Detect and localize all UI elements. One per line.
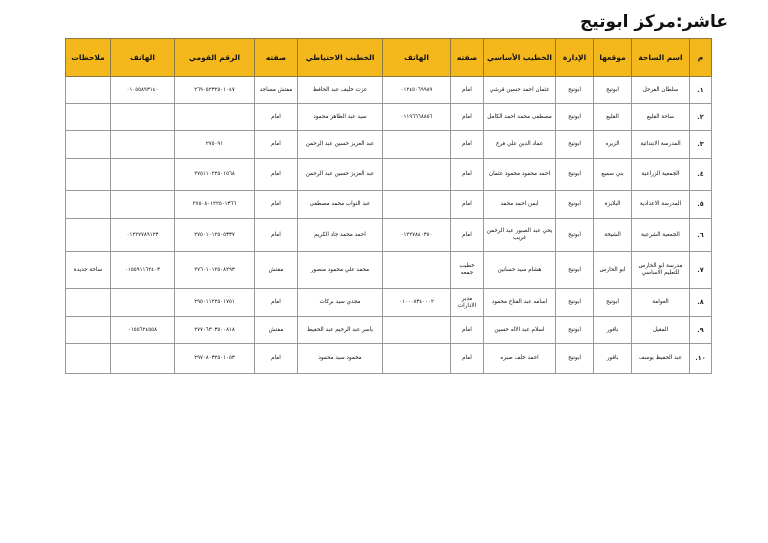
column-header-main-role: صفته [451, 39, 484, 77]
backup-phone-cell [111, 131, 175, 159]
location-cell: البلايزة [594, 191, 632, 219]
column-header-notes: ملاحظات [66, 39, 111, 77]
main-preacher-cell: مصطفى محمد احمد الكامل [484, 104, 556, 131]
venue-cell: مدرسة ابو الحارس للتعليم الاساسي [632, 252, 690, 289]
backup-role-cell: امام [255, 104, 298, 131]
main-phone-cell [383, 344, 451, 374]
backup-role-cell: مفتش [255, 317, 298, 344]
backup-preacher-cell: عزت خليف عبد الحافظ [298, 77, 383, 104]
main-phone-cell: ٠١٠٠٠٨٣٤٠٠٠٢ [383, 289, 451, 317]
row-index: ٤. [690, 159, 712, 191]
main-phone-cell [383, 252, 451, 289]
backup-role-cell: امام [255, 131, 298, 159]
column-header-main-phone: الهاتف [383, 39, 451, 77]
row-index: ٨. [690, 289, 712, 317]
backup-preacher-cell: عبد العزيز حسين عبد الرحمن [298, 131, 383, 159]
location-cell: ابوتيج [594, 289, 632, 317]
main-phone-cell [383, 317, 451, 344]
backup-preacher-cell: احمد محمد جاد الكريم [298, 219, 383, 252]
main-phone-cell: ٠١١٩٦٦٦٨٨٥٦ [383, 104, 451, 131]
page-title: عاشر:مركز ابوتيج [579, 12, 728, 32]
row-index: ١. [690, 77, 712, 104]
national-id-cell: ٢٧٥٠١٠١٢٥٠٥٣٣٧ [175, 219, 255, 252]
administration-cell: ابوتيج [556, 344, 594, 374]
backup-preacher-cell: سيد عبد الظاهر محمود [298, 104, 383, 131]
notes-cell: ساحة جديدة [66, 252, 111, 289]
backup-phone-cell [111, 104, 175, 131]
main-role-cell: امام [451, 191, 484, 219]
table-row [66, 104, 712, 131]
backup-role-cell: امام [255, 289, 298, 317]
column-header-national-id: الرقم القومي [175, 39, 255, 77]
backup-role-cell: امام [255, 191, 298, 219]
table-row [66, 317, 712, 344]
venue-cell: الجمعية الزراعية [632, 159, 690, 191]
backup-role-cell: مفتش مساجد [255, 77, 298, 104]
backup-preacher-cell: محمود سيد محمود [298, 344, 383, 374]
administration-cell: ابوتيج [556, 131, 594, 159]
main-phone-cell [383, 159, 451, 191]
venue-cell: المدرسة الابتدائية [632, 131, 690, 159]
table-header-row [66, 39, 712, 77]
national-id-cell: ٢٧٥١١٠٢٢٥٠١٥٦٨ [175, 159, 255, 191]
location-cell: باقور [594, 317, 632, 344]
main-preacher-cell: هشام سيد حسانين [484, 252, 556, 289]
location-cell: الشيخة [594, 219, 632, 252]
main-role-cell: امام [451, 317, 484, 344]
row-index: ٩. [690, 317, 712, 344]
backup-preacher-cell: ياسر عبد الرحيم عبد الحفيظ [298, 317, 383, 344]
column-header-venue: اسم الساحة [632, 39, 690, 77]
national-id-cell: ٢٩٥٠١١٢٢٥٠١٧٥١ [175, 289, 255, 317]
table-row [66, 289, 712, 317]
column-header-main-preacher: الخطيب الأساسي [484, 39, 556, 77]
venue-cell: سلطان الفرحل [632, 77, 690, 104]
location-cell: القليع [594, 104, 632, 131]
table-row [66, 191, 712, 219]
main-role-cell: خطيب جمعه [451, 252, 484, 289]
column-header-backup-preacher: الخطيب الاحتياطي [298, 39, 383, 77]
main-preacher-cell: احمد خلف صبره [484, 344, 556, 374]
notes-cell [66, 317, 111, 344]
notes-cell [66, 219, 111, 252]
table-row [66, 219, 712, 252]
location-cell: ابو الحارس [594, 252, 632, 289]
notes-cell [66, 289, 111, 317]
notes-cell [66, 104, 111, 131]
main-phone-cell: ٠١٢٢٧٨٤٠٣٨٠ [383, 219, 451, 252]
table-row [66, 131, 712, 159]
backup-phone-cell: ٠١٠٥٥٨٩٣١٤٠ [111, 77, 175, 104]
venue-cell: المدرسة الاعدادية [632, 191, 690, 219]
venue-cell: عبد الحفيظ يوسف [632, 344, 690, 374]
main-phone-cell [383, 131, 451, 159]
location-cell: بني سميع [594, 159, 632, 191]
mosque-schedule-table [65, 38, 712, 374]
administration-cell: ابوتيج [556, 289, 594, 317]
main-role-cell: امام [451, 131, 484, 159]
main-preacher-cell: ايمن احمد محمد [484, 191, 556, 219]
national-id-cell: ٢٧٧٠٦٣٠٣٥٠٠٨١٨ [175, 317, 255, 344]
column-header-administration: الإدارة [556, 39, 594, 77]
backup-phone-cell: ٠١٢٢٧٧٨٩١٢٣ [111, 219, 175, 252]
backup-phone-cell [111, 159, 175, 191]
backup-role-cell: مفتش [255, 252, 298, 289]
main-preacher-cell: يحي عبد الصبور عبد الرحمن غريب [484, 219, 556, 252]
main-phone-cell [383, 191, 451, 219]
location-cell: باقور [594, 344, 632, 374]
main-role-cell: امام [451, 77, 484, 104]
national-id-cell: ٢٧٦٠١٠١٢٥٠٨٢٩٣ [175, 252, 255, 289]
national-id-cell: ٢٦٩٠٥٢٣٢٥٠١٠٤٧ [175, 77, 255, 104]
main-role-cell: امام [451, 344, 484, 374]
backup-role-cell: امام [255, 159, 298, 191]
venue-cell: العوامة [632, 289, 690, 317]
column-header-backup-phone: الهاتف [111, 39, 175, 77]
backup-phone-cell: ٠١٥٥٦٢٤٥٥٨ [111, 317, 175, 344]
administration-cell: ابوتيج [556, 77, 594, 104]
table-row [66, 344, 712, 374]
notes-cell [66, 77, 111, 104]
backup-phone-cell [111, 344, 175, 374]
backup-preacher-cell: محمد علي محمود منصور [298, 252, 383, 289]
administration-cell: ابوتيج [556, 159, 594, 191]
venue-cell: المقيل [632, 317, 690, 344]
backup-preacher-cell: عبد العزيز حسين عبد الرحمن [298, 159, 383, 191]
row-index: ٧. [690, 252, 712, 289]
location-cell: الزيره [594, 131, 632, 159]
national-id-cell [175, 104, 255, 131]
backup-phone-cell [111, 289, 175, 317]
national-id-cell: ٢٩٧٠٨٠٣٢٥٠١٠٥٣ [175, 344, 255, 374]
main-preacher-cell: عثمان احمد حسين قرشي [484, 77, 556, 104]
column-header-index: م [690, 39, 712, 77]
administration-cell: ابوتيج [556, 252, 594, 289]
notes-cell [66, 131, 111, 159]
table-row [66, 77, 712, 104]
administration-cell: ابوتيج [556, 219, 594, 252]
backup-phone-cell [111, 191, 175, 219]
backup-preacher-cell: مجدي سيد بركات [298, 289, 383, 317]
notes-cell [66, 159, 111, 191]
backup-phone-cell: ٠١٥٥٩١١٦٢٤٠٣ [111, 252, 175, 289]
national-id-cell: ٢٧٥٠٩١ [175, 131, 255, 159]
main-role-cell: مدير الادارات [451, 289, 484, 317]
main-preacher-cell: اسامه عبد الفتاح محمود [484, 289, 556, 317]
column-header-location: موقعها [594, 39, 632, 77]
notes-cell [66, 344, 111, 374]
row-index: ١٠. [690, 344, 712, 374]
administration-cell: ابوتيج [556, 104, 594, 131]
administration-cell: ابوتيج [556, 317, 594, 344]
main-role-cell: امام [451, 219, 484, 252]
row-index: ٥. [690, 191, 712, 219]
row-index: ٣. [690, 131, 712, 159]
main-role-cell: امام [451, 104, 484, 131]
backup-role-cell: امام [255, 219, 298, 252]
table-row [66, 252, 712, 289]
row-index: ٢. [690, 104, 712, 131]
mosque-schedule-table-container [66, 38, 712, 374]
main-preacher-cell: عماد الدين علي فرج [484, 131, 556, 159]
backup-preacher-cell: عبد التواب محمد مصطفى [298, 191, 383, 219]
venue-cell: ساحة القليع [632, 104, 690, 131]
main-preacher-cell: اسلام عبد الاله حسين [484, 317, 556, 344]
table-row [66, 159, 712, 191]
national-id-cell: ٢٧٥٠٨٠١٢٢٥٠١٣٦٦ [175, 191, 255, 219]
administration-cell: ابوتيج [556, 191, 594, 219]
column-header-backup-role: صفته [255, 39, 298, 77]
row-index: ٦. [690, 219, 712, 252]
main-preacher-cell: احمد محمود محمود عثمان [484, 159, 556, 191]
backup-role-cell: امام [255, 344, 298, 374]
main-role-cell: امام [451, 159, 484, 191]
notes-cell [66, 191, 111, 219]
venue-cell: الجمعية الشرعية [632, 219, 690, 252]
main-phone-cell: ٠١٢٤٥٠٦٩٩٨٩ [383, 77, 451, 104]
location-cell: ابوتيج [594, 77, 632, 104]
